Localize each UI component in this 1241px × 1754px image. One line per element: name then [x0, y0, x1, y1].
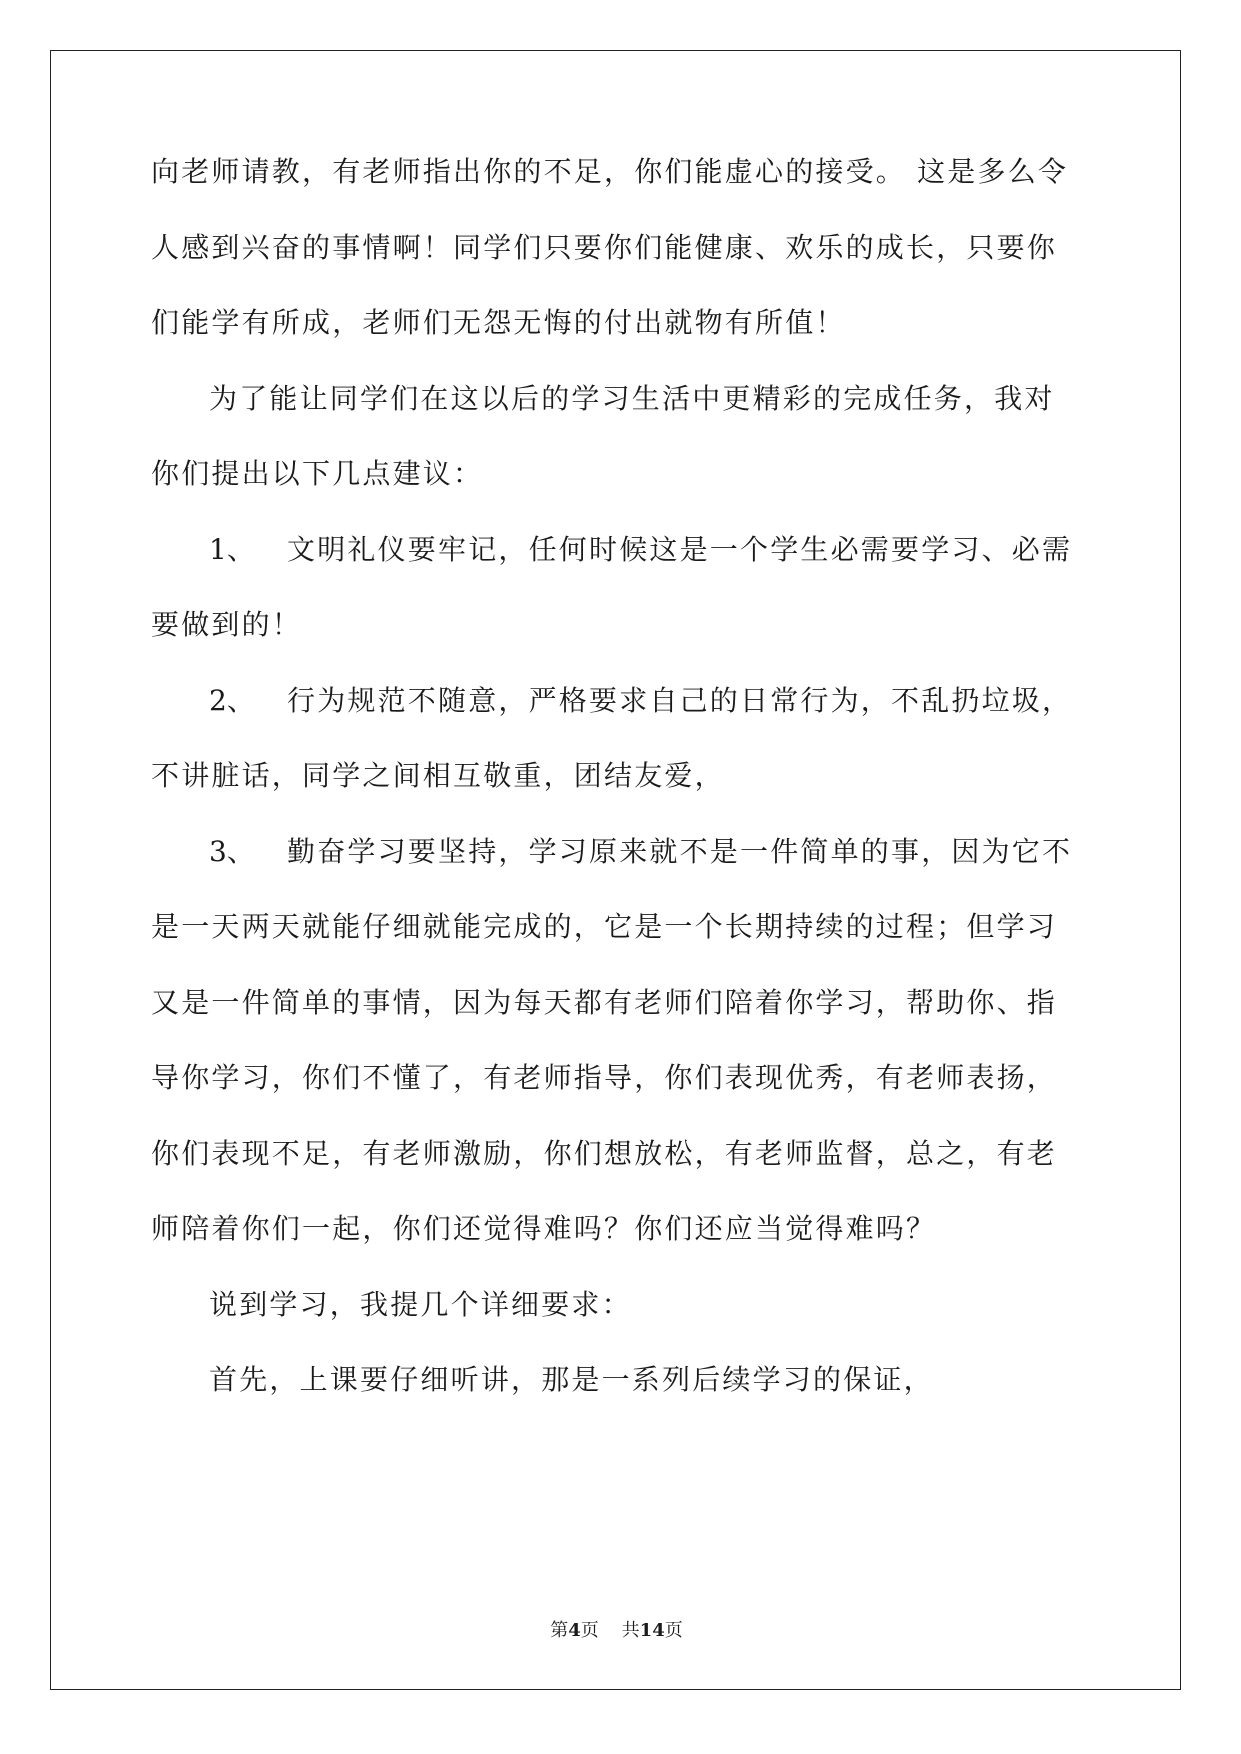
text-line: 们能学有所成，老师们无怨无悔的付出就物有所值！	[151, 306, 846, 339]
text-line: 不讲脏话，同学之间相互敬重，团结友爱，	[151, 759, 725, 792]
text-line: 要做到的！	[151, 608, 303, 641]
footer-prefix: 第	[550, 1620, 569, 1641]
list-number: 3、	[209, 835, 255, 868]
list-item-text: 勤奋学习要坚持，学习原来就不是一件简单的事，因为它不	[287, 835, 1073, 868]
text-line: 为了能让同学们在这以后的学习生活中更精彩的完成任务，我对	[209, 382, 1055, 415]
text-line: 说到学习，我提几个详细要求：	[209, 1288, 632, 1321]
list-number: 1、	[209, 533, 255, 566]
total-page-number: 14	[639, 1620, 665, 1641]
list-item-1	[209, 533, 1073, 566]
current-page-number: 4	[568, 1620, 581, 1641]
footer-page-unit: 页	[580, 1620, 599, 1641]
text-line: 又是一件简单的事情，因为每天都有老师们陪着你学习，帮助你、指	[151, 986, 1058, 1019]
text-line: 师陪着你们一起，你们还觉得难吗？你们还应当觉得难吗？	[151, 1212, 937, 1245]
text-line: 首先，上课要仔细听讲，那是一系列后续学习的保证，	[209, 1363, 934, 1396]
text-line: 你们表现不足，有老师激励，你们想放松，有老师监督，总之，有老	[151, 1137, 1058, 1170]
text-line: 人感到兴奋的事情啊！同学们只要你们能健康、欢乐的成长，只要你	[151, 231, 1058, 264]
text-line: 向老师请教，有老师指出你的不足，你们能虚心的接受。 这是多么令	[151, 155, 1069, 188]
list-item-3	[209, 835, 1073, 868]
footer-total-prefix: 共	[621, 1620, 640, 1641]
page-footer	[51, 1616, 1182, 1642]
list-number: 2、	[209, 684, 255, 717]
text-line: 导你学习，你们不懂了，有老师指导，你们表现优秀，有老师表扬，	[151, 1061, 1058, 1094]
list-item-text: 行为规范不随意，严格要求自己的日常行为，不乱扔垃圾，	[287, 684, 1073, 717]
footer-total-unit: 页	[664, 1620, 683, 1641]
list-item-text: 文明礼仪要牢记，任何时候这是一个学生必需要学习、必需	[287, 533, 1073, 566]
page-frame	[50, 50, 1181, 1690]
list-item-2	[209, 684, 1073, 717]
text-line: 是一天两天就能仔细就能完成的，它是一个长期持续的过程；但学习	[151, 910, 1058, 943]
text-line: 你们提出以下几点建议：	[151, 457, 484, 490]
